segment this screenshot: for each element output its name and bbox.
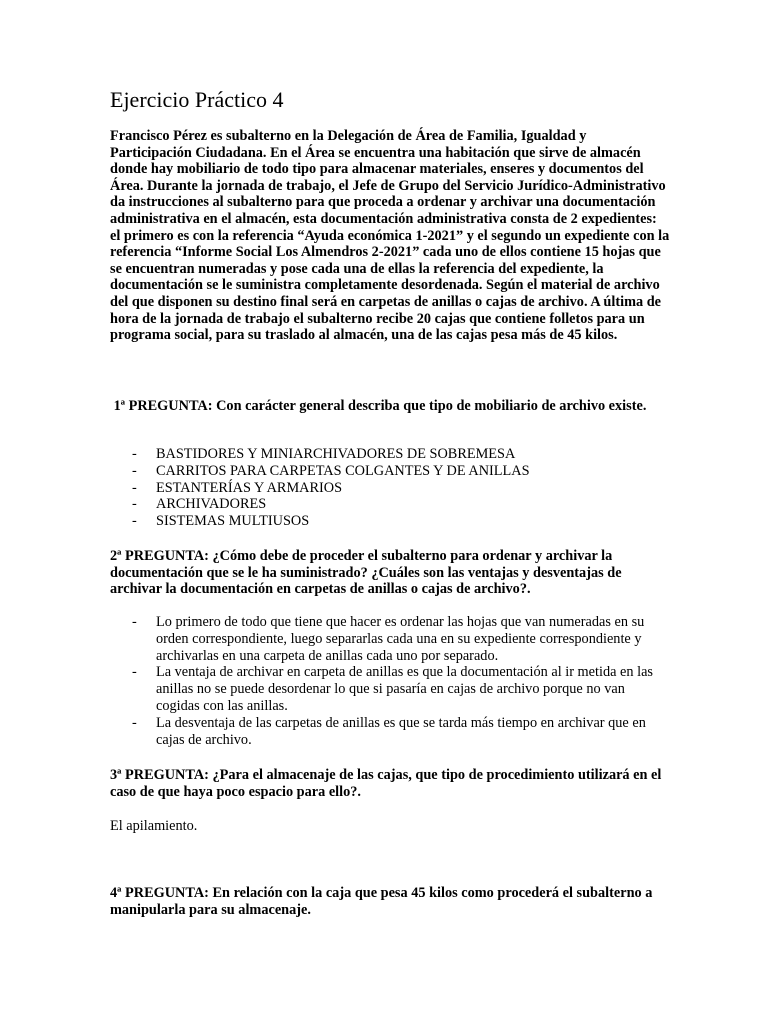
answer-3: El apilamiento. [110, 818, 198, 834]
question-2-label: 2ª PREGUNTA: [110, 548, 209, 564]
list-item: - BASTIDORES Y MINIARCHIVADORES DE SOBREMESA [110, 446, 670, 463]
question-1 [110, 398, 670, 415]
question-3 [110, 767, 670, 800]
list-item: - CARRITOS PARA CARPETAS COLGANTES Y DE ANILLAS [110, 463, 670, 480]
question-4-label: 4ª PREGUNTA: [110, 885, 209, 901]
question-3-label: 3ª PREGUNTA: [110, 767, 209, 783]
question-1-label: 1ª PREGUNTA: [113, 398, 213, 414]
list-item: - Lo primero de todo que tiene que hacer es ordenar las hojas que van numeradas en su orden correspondiente, luego separarlas cada una en su expediente correspondiente y archivarlas en una carpeta de anillas cada uno por separado. [110, 614, 670, 664]
question-1-text: Con carácter general describa que tipo de mobiliario de archivo existe. [216, 398, 647, 414]
list-item: - ARCHIVADORES [110, 496, 670, 513]
intro-paragraph: Francisco Pérez es subalterno en la Delegación de Área de Familia, Igualdad y Participación Ciudadana. En el Área se encuentra una habitación que sirve de almacén donde hay mobiliario de todo tipo para almacenar materiales, enseres y documentos del Área. Durante la jornada de trabajo, el Jefe de Grupo del Servicio Jurídico-Administrativo da instrucciones al subalterno para que proceda a ordenar y archivar una documentación administrativa en el almacén, esta documentación administrativa consta de 2 expedientes: el primero es con la referencia “Ayuda económica 1-2021” y el segundo un expediente con la referencia “Informe Social Los Almendros 2-2021” cada uno de ellos contiene 15 hojas que se encuentran numeradas y pose cada una de ellas la referencia del expediente, la documentación se le suministra completamente desordenada. Según el material de archivo del que disponen su destino final será en carpetas de anillas o cajas de archivo. A última de hora de la jornada de trabajo el subalterno recibe 20 cajas que contiene folletos para un programa social, para su traslado al almacén, una de las cajas pesa más de 45 kilos. [110, 128, 670, 344]
question-2 [110, 548, 670, 598]
question-3-text: ¿Para el almacenaje de las cajas, que tipo de procedimiento utilizará en el caso de que haya poco espacio para ello?. [110, 767, 662, 800]
question-4-text: En relación con la caja que pesa 45 kilos como procederá el subalterno a manipularla para su almacenaje. [110, 885, 653, 918]
list-item: - La desventaja de las carpetas de anillas es que se tarda más tiempo en archivar que en cajas de archivo. [110, 715, 670, 749]
answer-2-list [110, 614, 670, 748]
list-item: - ESTANTERÍAS Y ARMARIOS [110, 480, 670, 497]
question-4 [110, 885, 670, 918]
list-item: - SISTEMAS MULTIUSOS [110, 513, 670, 530]
document-title: Ejercicio Práctico 4 [110, 87, 284, 112]
question-2-text: ¿Cómo debe de proceder el subalterno para ordenar y archivar la documentación que se le ha suministrado? ¿Cuáles son las ventajas y desventajas de archivar la documentación en carpetas de anillas o cajas de archivo?. [110, 548, 622, 598]
answer-1-list [110, 446, 670, 530]
list-item: - La ventaja de archivar en carpeta de anillas es que la documentación al ir metida en las anillas no se puede desordenar lo que si pasaría en cajas de archivo porque no van cogidas con las anillas. [110, 664, 670, 714]
